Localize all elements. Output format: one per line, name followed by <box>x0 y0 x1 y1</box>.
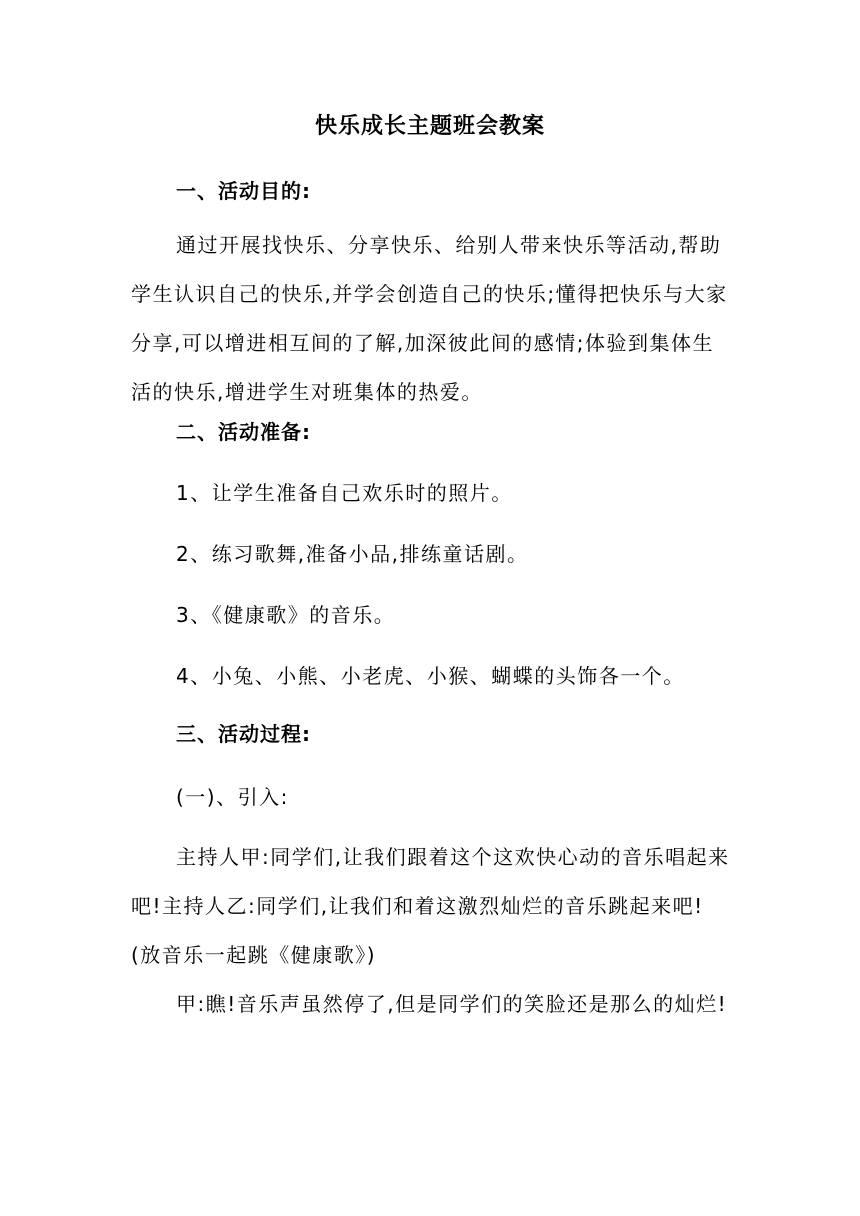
subheading-intro: (一)、引入: <box>176 785 289 809</box>
list-item: 1、让学生准备自己欢乐时的照片。 <box>176 481 513 505</box>
paragraph-hosts-dialogue: 主持人甲:同学们,让我们跟着这个这欢快心动的音乐唱起来吧!主持人乙:同学们,让我们和着这激烈灿烂的音乐跳起来吧!(放音乐一起跳《健康歌》) <box>131 845 730 967</box>
section-heading-process: 三、活动过程: <box>176 722 311 746</box>
list-item: 4、小兔、小熊、小老虎、小猴、蝴蝶的头饰各一个。 <box>176 664 685 688</box>
document-title: 快乐成长主题班会教案 <box>314 114 545 139</box>
section-heading-preparation: 二、活动准备: <box>176 420 311 444</box>
section-heading-purpose: 一、活动目的: <box>176 179 311 203</box>
list-item: 2、练习歌舞,准备小品,排练童话剧。 <box>176 542 529 566</box>
list-item: 3、《健康歌》的音乐。 <box>176 603 396 627</box>
paragraph-purpose: 通过开展找快乐、分享快乐、给别人带来快乐等活动,帮助学生认识自己的快乐,并学会创造自己的快乐;懂得把快乐与大家分享,可以增进相互间的了解,加深彼此间的感情;体验到集体生活的快乐,增进学生对班集体的热爱。 <box>131 233 728 404</box>
paragraph-host-a: 甲:瞧!音乐声虽然停了,但是同学们的笑脸还是那么的灿烂! <box>176 992 728 1016</box>
